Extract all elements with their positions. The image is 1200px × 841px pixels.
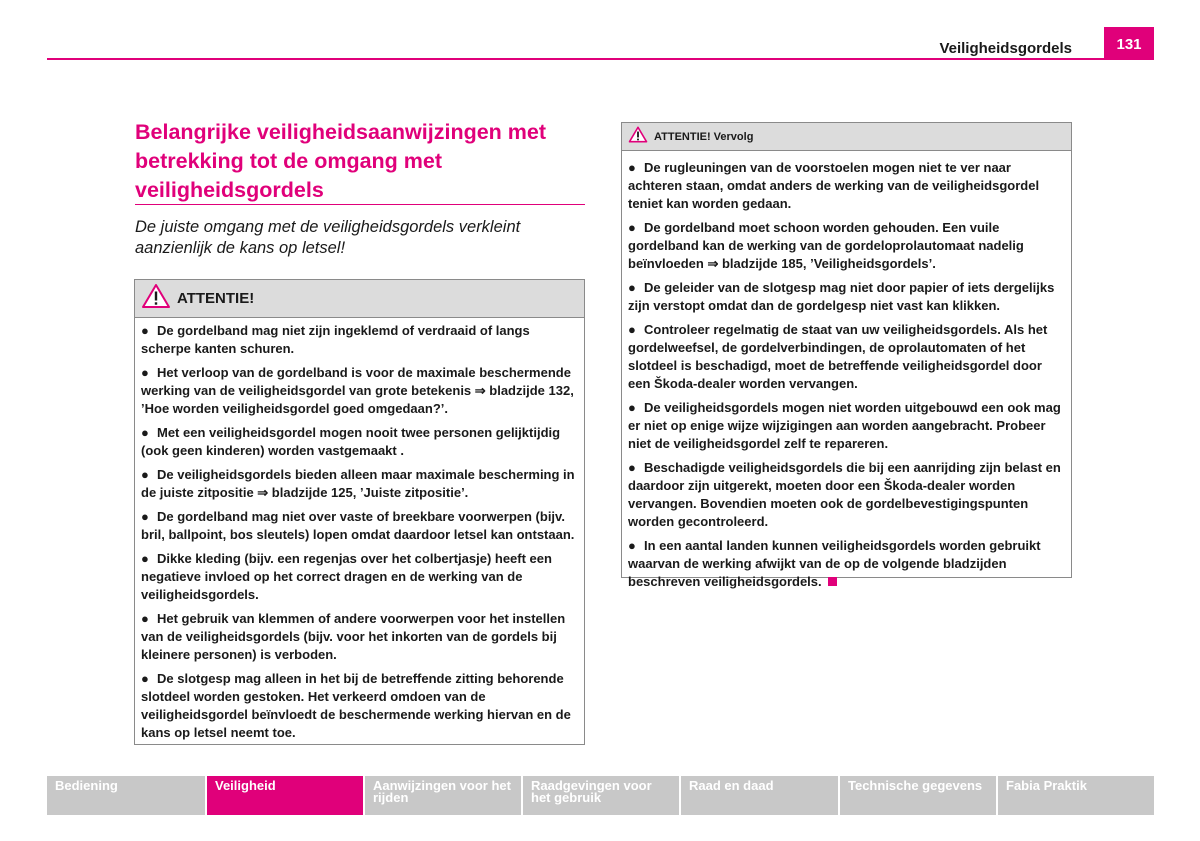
bullet: ● [628,220,636,235]
warning-box-continued [621,122,1072,589]
header-rule [47,58,1154,60]
bullet: ● [141,323,149,338]
bullet: ● [141,551,149,566]
nav-tab-aanwijzingen[interactable]: Aanwijzingen voor het rijden [365,776,521,815]
warning-title: ATTENTIE! Vervolg [654,130,754,143]
warning-item: ● Beschadigde veiligheidsgordels die bij een aanrijding zijn belast en daardoor zijn uitgerekt, moeten door een Škoda-dealer worden vervangen. Bovendien moeten ook de gordelbevestigingspunten worden gecontroleerd. [628,460,1061,529]
bullet: ● [141,611,149,626]
warning-triangle-icon [628,126,648,148]
bullet: ● [141,467,149,482]
warning-item: ● In een aantal landen kunnen veiligheidsgordels worden gebruikt waarvan de werking afwijkt van de op de volgende bladzijden beschreven veiligheidsgordels. [628,538,1041,589]
warning-item: ● De geleider van de slotgesp mag niet door papier of iets dergelijks zijn verstopt omdat dan de gordelgesp niet vast kan klikken. [628,280,1055,313]
warning-item: ● De gordelband mag niet over vaste of breekbare voorwerpen (bijv. bril, ballpoint, bos sleutels) lopen omdat daardoor letsel kan ontstaan. [141,509,575,542]
bullet: ● [141,425,149,440]
warning-item: ● Met een veiligheidsgordel mogen nooit twee personen gelijktijdig (ook geen kinderen) worden vastgemaakt . [141,425,561,458]
chapter-nav [47,776,1154,815]
warning-box [134,279,585,745]
bullet: ● [141,365,149,380]
warning-item: ● De gordelband mag niet zijn ingeklemd of verdraaid of langs scherpe kanten schuren. [141,323,530,356]
warning-list [622,151,1071,591]
warning-item: ● De veiligheidsgordels mogen niet worden uitgebouwd een ook mag er niet op enige wijze wijzigingen aan worden aangebracht. Probeer niet de veiligheidsgordel zelf te repareren. [628,400,1061,451]
warning-item: ● Controleer regelmatig de staat van uw veiligheidsgordels. Als het gordelweefsel, de gordelverbindingen, de oprolautomaten of het slotdeel is beschadigd, moet de betreffende veiligheidsgordel door een Škoda-dealer worden vervangen. [628,322,1048,391]
nav-tab-veiligheid[interactable]: Veiligheid [207,776,363,815]
end-of-section-icon [828,577,837,586]
nav-tab-technische-gegevens[interactable]: Technische gegevens [840,776,996,815]
bullet: ● [628,322,636,337]
nav-tab-bediening[interactable]: Bediening [47,776,205,815]
bullet: ● [628,280,636,295]
warning-title: ATTENTIE! [177,290,255,307]
warning-list [135,318,584,742]
warning-header [135,280,584,318]
bullet: ● [628,160,636,175]
bullet: ● [628,538,636,553]
warning-item: ● Het verloop van de gordelband is voor de maximale beschermende werking van de veiligheidsgordel van grote betekenis ⇒ bladzijde 132, ’Hoe worden veiligheidsgordel goed omgedaan?’. [141,365,574,416]
warning-item: ● De veiligheidsgordels bieden alleen maar maximale bescherming in de juiste zitpositie ⇒ bladzijde 125, ’Juiste zitpositie’. [141,467,575,500]
nav-tab-raad-en-daad[interactable]: Raad en daad [681,776,838,815]
bullet: ● [628,400,636,415]
nav-tab-raadgevingen[interactable]: Raadgevingen voor het gebruik [523,776,679,815]
warning-item: ● Het gebruik van klemmen of andere voorwerpen voor het instellen van de veiligheidsgordels (bijv. voor het inkorten van de gordels bij kleinere personen) is verboden. [141,611,566,662]
bullet: ● [141,671,149,686]
main-heading: Belangrijke veiligheidsaanwijzingen met betrekking tot de omgang met veiligheidsgordels [135,120,547,202]
heading-rule [135,204,585,205]
section-title: Veiligheidsgordels [939,40,1072,57]
warning-header [622,123,1071,151]
bullet: ● [628,460,636,475]
warning-item: ● De gordelband moet schoon worden gehouden. Een vuile gordelband kan de werking van de gordeloprolautomaat nadelig beïnvloeden ⇒ bladzijde 185, ’Veiligheidsgordels’. [628,220,1024,271]
warning-item: ● Dikke kleding (bijv. een regenjas over het colbertjasje) heeft een negatieve invloed op het correct dragen en de werking van de veiligheidsgordels. [141,551,552,602]
warning-item: ● De slotgesp mag alleen in het bij de betreffende zitting behorende slotdeel worden gestoken. Het verkeerd omdoen van de veiligheidsgordel beïnvloedt de beschermende werking hiervan en de kans op letsel neemt toe. [141,671,571,740]
warning-item: ● De rugleuningen van de voorstoelen mogen niet te ver naar achteren staan, omdat anders de werking van de veiligheidsgordel teniet kan worden gedaan. [628,160,1040,211]
nav-tab-fabia-praktik[interactable]: Fabia Praktik [998,776,1154,815]
bullet: ● [141,509,149,524]
page-number: 131 [1104,27,1154,60]
warning-triangle-icon [141,283,171,314]
intro-text: De juiste omgang met de veiligheidsgordels verkleint aanzienlijk de kans op letsel! [135,218,521,257]
